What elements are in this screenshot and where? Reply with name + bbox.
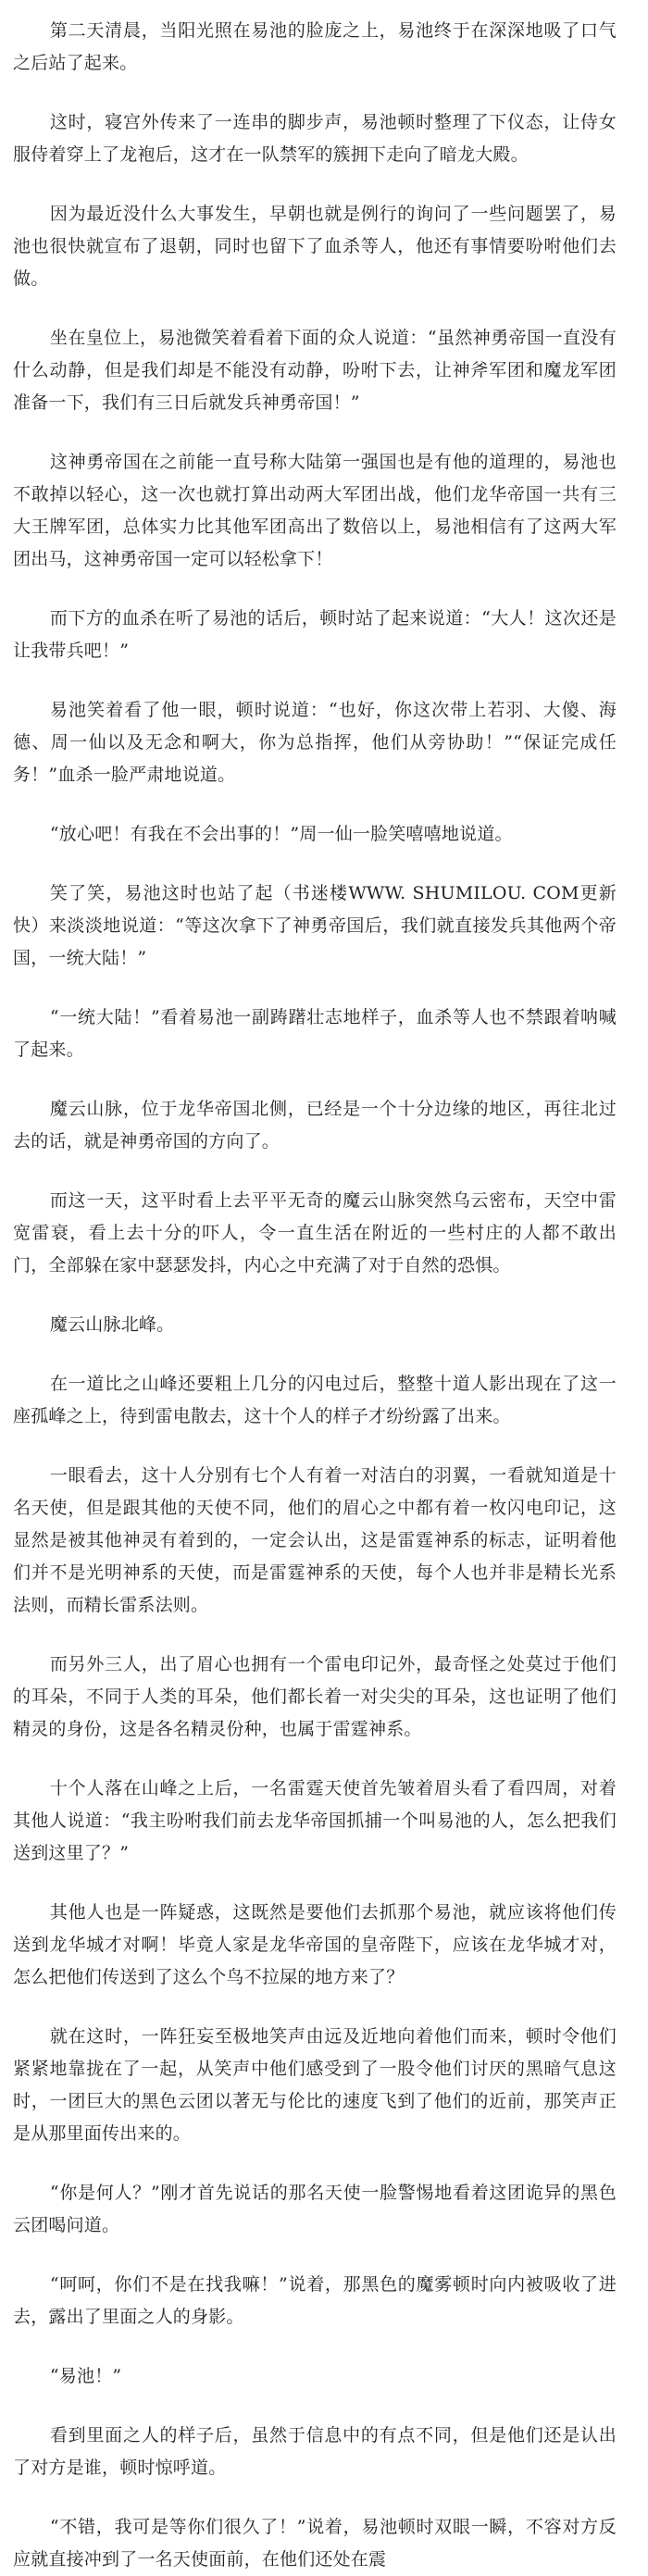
paragraph: 十个人落在山峰之上后，一名雷霆天使首先皱着眉头看了看四周，对着其他人说道：“我主吩咐我们前去龙华帝国抓捕一个叫易池的人，怎么把我们送到这里了？” [13, 1778, 617, 1863]
paragraph: 易池笑着看了他一眼，顿时说道：“也好，你这次带上若羽、大傻、海德、周一仙以及无念和啊大，你为总指挥，他们从旁协助！”“保证完成任务！”血杀一脸严肃地说道。 [13, 700, 617, 785]
paragraph: 这神勇帝国在之前能一直号称大陆第一强国也是有他的道理的，易池也不敢掉以轻心，这一次也就打算出动两大军团出战，他们龙华帝国一共有三大王牌军团，总体实力比其他军团高出了数倍以上，易池相信有了这两大军团出马，这神勇帝国一定可以轻松拿下！ [13, 452, 617, 569]
paragraph: 其他人也是一阵疑惑，这既然是要他们去抓那个易池，就应该将他们传送到龙华城才对啊！毕竟人家是龙华帝国的皇帝陛下，应该在龙华城才对，怎么把他们传送到了这么个鸟不拉屎的地方来了？ [13, 1902, 617, 1987]
paragraph: 而这一天，这平时看上去平平无奇的魔云山脉突然乌云密布，天空中雷宽雷衰，看上去十分的吓人，令一直生活在附近的一些村庄的人都不敢出门，全部躲在家中瑟瑟发抖，内心之中充满了对于自然的恐惧。 [13, 1190, 617, 1276]
paragraph: 看到里面之人的样子后，虽然于信息中的有点不同，但是他们还是认出了对方是谁，顿时惊呼道。 [13, 2425, 617, 2478]
paragraph: 在一道比之山峰还要粗上几分的闪电过后，整整十道人影出现在了这一座孤峰之上，待到雷电散去，这十个人的样子才纷纷露了出来。 [13, 1374, 617, 1426]
paragraph: 就在这时，一阵狂妄至极地笑声由远及近地向着他们而来，顿时令他们紧紧地靠拢在了一起，从笑声中他们感受到了一股令他们讨厌的黑暗气息这时，一团巨大的黑色云团以著无与伦比的速度飞到了他们的近前，那笑声正是从那里面传出来的。 [13, 2026, 617, 2144]
paragraph: “呵呵，你们不是在找我嘛！”说着，那黑色的魔雾顿时向内被吸收了进去，露出了里面之人的身影。 [13, 2274, 617, 2327]
paragraph: 而另外三人，出了眉心也拥有一个雷电印记外，最奇怪之处莫过于他们的耳朵，不同于人类的耳朵，他们都长着一对尖尖的耳朵，这也证明了他们精灵的身份，这是各名精灵份种，也属于雷霆神系。 [13, 1654, 617, 1739]
paragraph: “放心吧！有我在不会出事的！”周一仙一脸笑嘻嘻地说道。 [49, 824, 513, 844]
paragraph: “你是何人？”刚才首先说话的那名天使一脸警惕地看着这团诡异的黑色云团喝问道。 [13, 2183, 617, 2235]
paragraph: “不错，我可是等你们很久了！”说着，易池顿时双眼一瞬，不容对方反应就直接冲到了一名天使面前，在他们还处在震 [13, 2517, 617, 2570]
paragraph: 坐在皇位上，易池微笑着看着下面的众人说道：“虽然神勇帝国一直没有什么动静，但是我们却是不能没有动静，吩咐下去，让神斧军团和魔龙军团准备一下，我们有三日后就发兵神勇帝国！” [13, 328, 617, 413]
paragraph: “一统大陆！”看着易池一副踌躇壮志地样子，血杀等人也不禁跟着呐喊了起来。 [13, 1007, 617, 1060]
paragraph: 第二天清晨，当阳光照在易池的脸庞之上，易池终于在深深地吸了口气之后站了起来。 [13, 20, 617, 73]
paragraph: 一眼看去，这十人分别有七个人有着一对洁白的羽翼，一看就知道是十名天使，但是跟其他的天使不同，他们的眉心之中都有着一枚闪电印记，这显然是被其他神灵有着到的，一定会认出，这是雷霆神系的标志，证明着他们并不是光明神系的天使，而是雷霆神系的天使，每个人也并非是精长光系法则，而精长雷系法则。 [13, 1465, 617, 1615]
paragraph: 这时，寝宫外传来了一连串的脚步声，易池顿时整理了下仪态，让侍女服侍着穿上了龙袍后，这才在一队禁军的簇拥下走向了暗龙大殿。 [13, 112, 617, 165]
paragraph: 笑了笑，易池这时也站了起（书迷楼WWW. SHUMILOU. COM更新快）来淡淡地说道：“等这次拿下了神勇帝国后，我们就直接发兵其他两个帝国，一统大陆！” [13, 883, 617, 968]
paragraph: 而下方的血杀在听了易池的话后，顿时站了起来说道：“大人！这次还是让我带兵吧！” [13, 608, 617, 661]
paragraph: 因为最近没什么大事发生，早朝也就是例行的询问了一些问题罢了，易池也很快就宣布了退朝，同时也留下了血杀等人，他还有事情要吩咐他们去做。 [13, 204, 617, 289]
paragraph: 魔云山脉，位于龙华帝国北侧，已经是一个十分边缘的地区，再往北过去的话，就是神勇帝国的方向了。 [13, 1099, 617, 1151]
paragraph: “易池！” [49, 2366, 122, 2386]
paragraph: 魔云山脉北峰。 [49, 1314, 175, 1335]
